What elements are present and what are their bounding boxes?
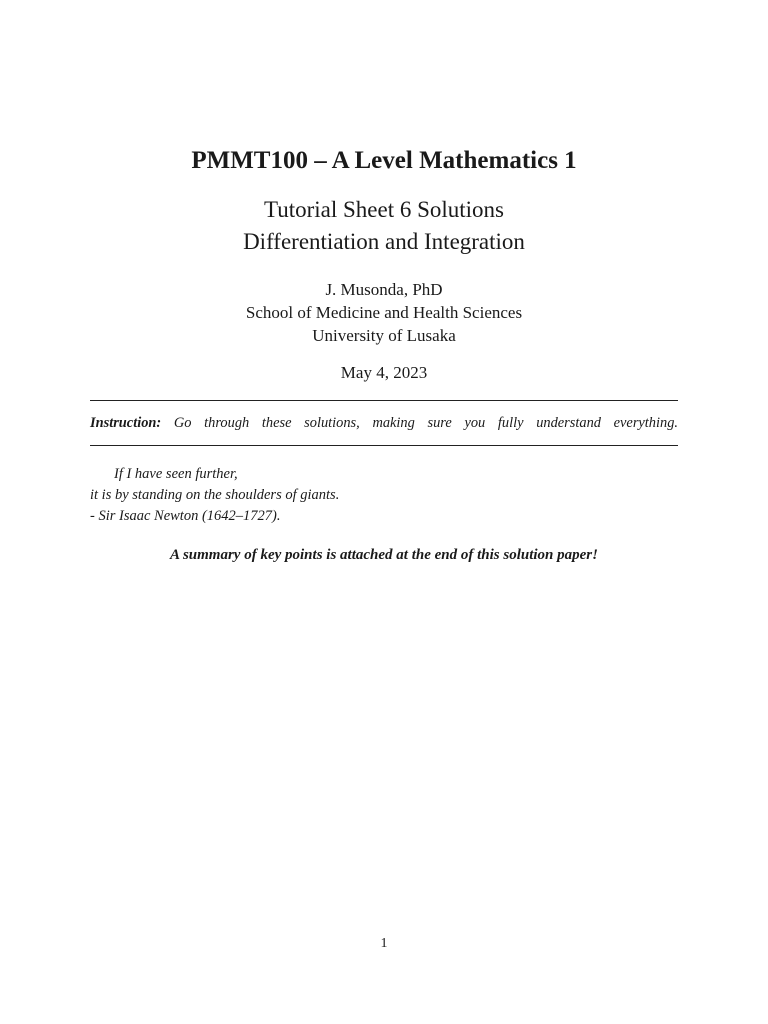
newton-quote [90,464,678,527]
author-school: School of Medicine and Health Sciences [245,303,523,322]
author-university: University of Lusaka [312,326,456,345]
quote-line-2: it is by standing on the shoulders of giants. [90,487,340,503]
divider-bottom [90,445,678,446]
author-name: J. Musonda, PhD [325,280,443,299]
page-number: 1 [380,936,388,951]
document-title: PMMT100 – A Level Mathematics 1 [191,147,577,174]
instruction-label: Instruction: [90,415,162,431]
quote-line-1: If I have seen further, [114,466,238,482]
document-subtitle-sheet: Tutorial Sheet 6 Solutions [263,197,505,222]
quote-attribution: - Sir Isaac Newton (1642–1727). [90,508,281,524]
divider-top [90,400,678,401]
instruction-text: Go through these solutions, making sure you fully understand everything. [173,415,678,431]
document-date: May 4, 2023 [340,363,428,382]
document-subtitle-topic: Differentiation and Integration [243,229,525,254]
summary-note: A summary of key points is attached at the end of this solution paper! [170,547,598,563]
instruction-block [90,413,678,433]
